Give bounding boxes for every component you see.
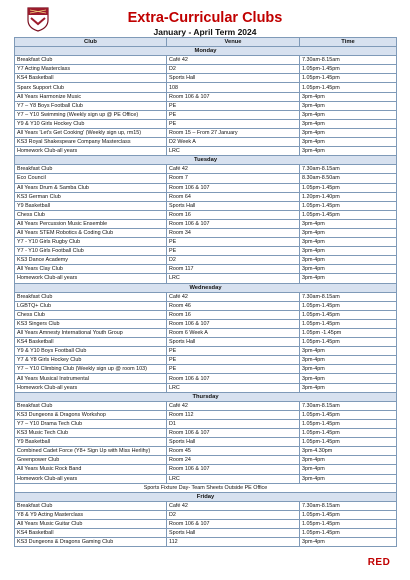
time-cell: 1.05pm-1.45pm — [300, 519, 397, 528]
venue-cell: Room 16 — [167, 310, 300, 319]
table-row — [15, 201, 397, 210]
venue-cell: LRC — [167, 274, 300, 283]
club-cell: Y8 & Y9 Acting Masterclass — [15, 510, 167, 519]
table-body — [15, 47, 397, 547]
venue-cell: Room 64 — [167, 192, 300, 201]
page-title: Extra-Curricular Clubs — [127, 10, 283, 26]
venue-cell: Room 24 — [167, 456, 300, 465]
time-cell: 7.30am-8.15am — [300, 292, 397, 301]
table-row — [15, 265, 397, 274]
table-row — [15, 356, 397, 365]
venue-cell: Room 34 — [167, 228, 300, 237]
time-cell: 3pm-4pm — [300, 138, 397, 147]
venue-cell: Room 106 & 107 — [167, 429, 300, 438]
time-cell: 3pm-4pm — [300, 374, 397, 383]
time-cell: 3pm-4pm — [300, 356, 397, 365]
table-row — [15, 365, 397, 374]
venue-cell: D2 — [167, 510, 300, 519]
time-cell: 1.05pm-1.45pm — [300, 438, 397, 447]
venue-cell: Café 42 — [167, 165, 300, 174]
time-cell: 1.05pm-1.45pm — [300, 183, 397, 192]
time-cell: 1.05pm-1.45pm — [300, 74, 397, 83]
table-row — [15, 438, 397, 447]
club-cell: Y7 Acting Masterclass — [15, 65, 167, 74]
clubs-table — [14, 37, 397, 547]
venue-cell: Room 106 & 107 — [167, 465, 300, 474]
time-cell: 3pm-4pm — [300, 228, 397, 237]
venue-cell: Café 42 — [167, 292, 300, 301]
table-row — [15, 519, 397, 528]
venue-cell: PE — [167, 238, 300, 247]
table-row — [15, 65, 397, 74]
venue-cell: LRC — [167, 383, 300, 392]
club-cell: Y7 – Y8 Boys Football Club — [15, 101, 167, 110]
day-header: Friday — [15, 492, 397, 501]
venue-cell: PE — [167, 347, 300, 356]
time-cell: 1.05pm-1.45pm — [300, 510, 397, 519]
table-row — [15, 501, 397, 510]
table-row — [15, 147, 397, 156]
day-header: Wednesday — [15, 283, 397, 292]
venue-cell: Room 45 — [167, 447, 300, 456]
club-cell: All Years Percussion Music Ensemble — [15, 219, 167, 228]
table-row — [15, 319, 397, 328]
club-cell: Chess Club — [15, 310, 167, 319]
table-header-row — [15, 38, 397, 47]
venue-cell: Café 42 — [167, 401, 300, 410]
time-cell: 3pm-4pm — [300, 119, 397, 128]
page-subtitle: January - April Term 2024 — [153, 27, 257, 37]
club-cell: Y7 & Y8 Girls Hockey Club — [15, 356, 167, 365]
column-header-venue: Venue — [167, 38, 300, 47]
club-cell: Eco Council — [15, 174, 167, 183]
table-row — [15, 310, 397, 319]
time-cell: 3pm-4pm — [300, 110, 397, 119]
day-header-row — [15, 156, 397, 165]
venue-cell: LRC — [167, 474, 300, 483]
table-row — [15, 219, 397, 228]
table-row — [15, 256, 397, 265]
table-row — [15, 447, 397, 456]
venue-cell: PE — [167, 247, 300, 256]
club-cell: Breakfast Club — [15, 56, 167, 65]
club-cell: KS3 Singers Club — [15, 319, 167, 328]
time-cell: 3pm-4pm — [300, 383, 397, 392]
table-row — [15, 538, 397, 547]
table-row — [15, 247, 397, 256]
club-cell: All Years Drum & Samba Club — [15, 183, 167, 192]
venue-cell: PE — [167, 365, 300, 374]
venue-cell: Room 106 & 107 — [167, 374, 300, 383]
time-cell: 3pm-4.30pm — [300, 447, 397, 456]
club-cell: All Years Harmonize Music — [15, 92, 167, 101]
club-cell: Y7 – Y10 Swimming (Weekly sign up @ PE Office) — [15, 110, 167, 119]
club-cell: Y7 – Y10 Drama Tech Club — [15, 419, 167, 428]
note-row — [15, 483, 397, 492]
red-logo-icon — [364, 556, 394, 566]
venue-cell: Café 42 — [167, 501, 300, 510]
club-cell: KS4 Basketball — [15, 529, 167, 538]
table-row — [15, 101, 397, 110]
club-cell: Homework Club-all years — [15, 383, 167, 392]
time-cell: 3pm-4pm — [300, 347, 397, 356]
club-cell: Sparx Support Club — [15, 83, 167, 92]
day-header-row — [15, 392, 397, 401]
club-cell: Homework Club-all years — [15, 147, 167, 156]
time-cell: 1.05pm-1.45pm — [300, 83, 397, 92]
club-cell: Y7 - Y10 Girls Rugby Club — [15, 238, 167, 247]
venue-cell: Room 106 & 107 — [167, 92, 300, 101]
time-cell: 7.30am-8.15am — [300, 56, 397, 65]
venue-cell: Room 106 & 107 — [167, 319, 300, 328]
club-cell: KS4 Basketball — [15, 338, 167, 347]
club-cell: KS3 Dungeons & Dragons Workshop — [15, 410, 167, 419]
table-row — [15, 410, 397, 419]
time-cell: 1.05pm-1.45pm — [300, 529, 397, 538]
time-cell: 3pm-4pm — [300, 219, 397, 228]
table-row — [15, 347, 397, 356]
club-cell: Y7 - Y10 Girls Football Club — [15, 247, 167, 256]
venue-cell: Room 7 — [167, 174, 300, 183]
table-row — [15, 110, 397, 119]
club-cell: All Years Music Rock Band — [15, 465, 167, 474]
club-cell: KS3 Dance Academy — [15, 256, 167, 265]
time-cell: 3pm-4pm — [300, 147, 397, 156]
table-row — [15, 456, 397, 465]
club-cell: All Years STEM Robotics & Coding Club — [15, 228, 167, 237]
time-cell: 3pm-4pm — [300, 538, 397, 547]
venue-cell: LRC — [167, 147, 300, 156]
venue-cell: Room 15 – From 27 January — [167, 128, 300, 137]
venue-cell: PE — [167, 101, 300, 110]
club-cell: Homework Club-all years — [15, 274, 167, 283]
time-cell: 1.05pm-1.45pm — [300, 301, 397, 310]
table-row — [15, 329, 397, 338]
table-row — [15, 92, 397, 101]
time-cell: 1.05pm-1.45pm — [300, 419, 397, 428]
time-cell: 1.05pm-1.45pm — [300, 429, 397, 438]
table-row — [15, 274, 397, 283]
club-cell: Breakfast Club — [15, 501, 167, 510]
club-cell: Breakfast Club — [15, 165, 167, 174]
time-cell: 3pm-4pm — [300, 265, 397, 274]
venue-cell: Room 16 — [167, 210, 300, 219]
time-cell: 3pm-4pm — [300, 465, 397, 474]
time-cell: 8.30am-8.50am — [300, 174, 397, 183]
fixture-note: Sports Fixture Day- Team Sheets Outside PE Office — [15, 483, 397, 492]
time-cell: 7.30am-8.15am — [300, 501, 397, 510]
club-cell: Chess Club — [15, 210, 167, 219]
time-cell: 3pm-4pm — [300, 474, 397, 483]
time-cell: 1.05pm -1.45pm — [300, 329, 397, 338]
time-cell: 7.30am-8.15am — [300, 165, 397, 174]
venue-cell: Sports Hall — [167, 74, 300, 83]
table-row — [15, 301, 397, 310]
table-row — [15, 83, 397, 92]
club-cell: Y7 – Y10 Climbing Club (Weekly sign up @ room 103) — [15, 365, 167, 374]
venue-cell: Sports Hall — [167, 438, 300, 447]
table-row — [15, 165, 397, 174]
club-cell: Greenpower Club — [15, 456, 167, 465]
table-row — [15, 383, 397, 392]
day-header-row — [15, 492, 397, 501]
venue-cell: D2 Week A — [167, 138, 300, 147]
column-header-club: Club — [15, 38, 167, 47]
table-row — [15, 374, 397, 383]
table-row — [15, 419, 397, 428]
club-cell: KS3 German Club — [15, 192, 167, 201]
day-header: Monday — [15, 47, 397, 56]
table-row — [15, 56, 397, 65]
day-header-row — [15, 283, 397, 292]
table-row — [15, 529, 397, 538]
svg-text:RED: RED — [367, 557, 391, 566]
table-row — [15, 510, 397, 519]
table-row — [15, 74, 397, 83]
venue-cell: Sports Hall — [167, 338, 300, 347]
table-row — [15, 174, 397, 183]
club-cell: Y9 Basketball — [15, 201, 167, 210]
club-cell: Homework Club-all years — [15, 474, 167, 483]
club-cell: All Years Clay Club — [15, 265, 167, 274]
club-cell: Combined Cadet Force (Y8+ Sign Up with Miss Herlihy) — [15, 447, 167, 456]
club-cell: Y9 & Y10 Girls Hockey Club — [15, 119, 167, 128]
venue-cell: Room 117 — [167, 265, 300, 274]
club-cell: KS4 Basketball — [15, 74, 167, 83]
club-cell: All Years Musical Instrumental — [15, 374, 167, 383]
venue-cell: Room 106 & 107 — [167, 219, 300, 228]
time-cell: 7.30am-8.15am — [300, 401, 397, 410]
table-row — [15, 465, 397, 474]
club-cell: Y9 Basketball — [15, 438, 167, 447]
time-cell: 1.05pm-1.45pm — [300, 210, 397, 219]
venue-cell: D1 — [167, 419, 300, 428]
club-cell: Breakfast Club — [15, 401, 167, 410]
table-row — [15, 474, 397, 483]
venue-cell: Room 6 Week A — [167, 329, 300, 338]
table-row — [15, 401, 397, 410]
club-cell: KS3 Royal Shakespeare Company Masterclass — [15, 138, 167, 147]
time-cell: 3pm-4pm — [300, 247, 397, 256]
venue-cell: PE — [167, 119, 300, 128]
club-cell: LGBTQ+ Club — [15, 301, 167, 310]
time-cell: 1.05pm-1.45pm — [300, 319, 397, 328]
time-cell: 3pm-4pm — [300, 456, 397, 465]
venue-cell: Room 112 — [167, 410, 300, 419]
time-cell: 1.05pm-1.45pm — [300, 410, 397, 419]
table-row — [15, 429, 397, 438]
club-cell: All Years 'Let's Get Cooking' (Weekly sign up, rm15) — [15, 128, 167, 137]
time-cell: 3pm-4pm — [300, 238, 397, 247]
venue-cell: Café 42 — [167, 56, 300, 65]
venue-cell: 112 — [167, 538, 300, 547]
table-row — [15, 138, 397, 147]
table-row — [15, 338, 397, 347]
club-cell: Y9 & Y10 Boys Football Club — [15, 347, 167, 356]
club-cell: KS3 Dungeons & Dragons Gaming Club — [15, 538, 167, 547]
venue-cell: Room 106 & 107 — [167, 183, 300, 192]
time-cell: 1.05pm-1.45pm — [300, 310, 397, 319]
venue-cell: Room 106 & 107 — [167, 519, 300, 528]
venue-cell: Room 46 — [167, 301, 300, 310]
venue-cell: PE — [167, 110, 300, 119]
club-cell: Breakfast Club — [15, 292, 167, 301]
time-cell: 3pm-4pm — [300, 101, 397, 110]
time-cell: 1.05pm-1.45pm — [300, 65, 397, 74]
venue-cell: D2 — [167, 256, 300, 265]
table-row — [15, 292, 397, 301]
time-cell: 3pm-4pm — [300, 274, 397, 283]
day-header: Tuesday — [15, 156, 397, 165]
day-header: Thursday — [15, 392, 397, 401]
time-cell: 1.05pm-1.45pm — [300, 338, 397, 347]
time-cell: 1.20pm-1.40pm — [300, 192, 397, 201]
table-row — [15, 128, 397, 137]
venue-cell: D2 — [167, 65, 300, 74]
time-cell: 3pm-4pm — [300, 365, 397, 374]
table-row — [15, 238, 397, 247]
venue-cell: 108 — [167, 83, 300, 92]
table-row — [15, 119, 397, 128]
column-header-time: Time — [300, 38, 397, 47]
table-row — [15, 192, 397, 201]
venue-cell: Sports Hall — [167, 529, 300, 538]
table-row — [15, 228, 397, 237]
time-cell: 3pm-4pm — [300, 128, 397, 137]
table-row — [15, 183, 397, 192]
club-cell: KS3 Music Tech Club — [15, 429, 167, 438]
day-header-row — [15, 47, 397, 56]
club-cell: All Years Music Guitar Club — [15, 519, 167, 528]
time-cell: 3pm-4pm — [300, 256, 397, 265]
time-cell: 1.05pm-1.45pm — [300, 201, 397, 210]
club-cell: All Years Amnesty International Youth Group — [15, 329, 167, 338]
venue-cell: Sports Hall — [167, 201, 300, 210]
table-row — [15, 210, 397, 219]
time-cell: 3pm-4pm — [300, 92, 397, 101]
venue-cell: PE — [167, 356, 300, 365]
